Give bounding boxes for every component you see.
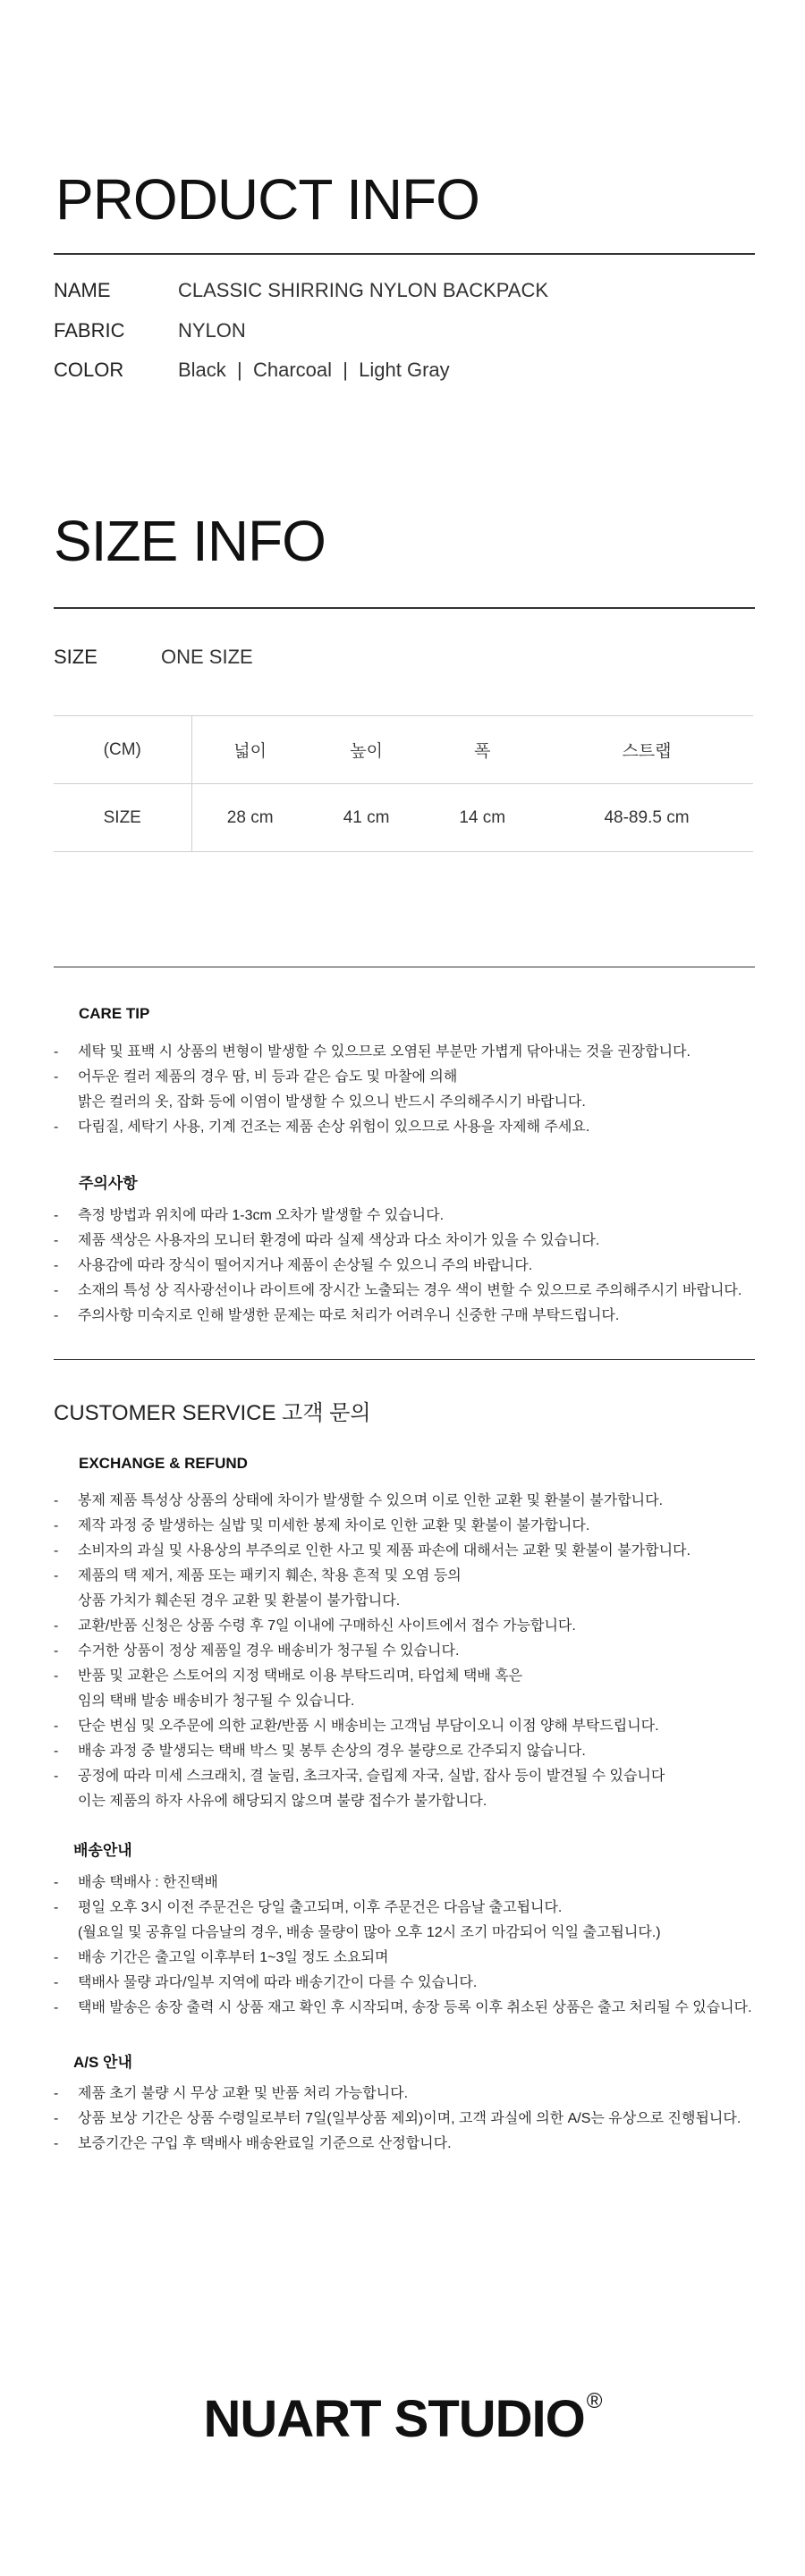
table-cell-height: 41 cm <box>309 784 425 852</box>
size-value: ONE SIZE <box>161 646 253 668</box>
list-item: - 제품 초기 불량 시 무상 교환 및 반품 처리 가능합니다. <box>54 2082 796 2107</box>
list-item: - 반품 및 교환은 스토어의 지정 택배로 이용 부탁드리며, 타업체 택배 혹은 임의 택배 발송 배송비가 청구될 수 있습니다. <box>54 1664 796 1714</box>
table-header-strap: 스트랩 <box>540 716 753 784</box>
table-header-depth: 폭 <box>424 716 540 784</box>
table-cell-strap: 48-89.5 cm <box>540 784 753 852</box>
delivery-title: 배송안내 <box>73 1842 132 1859</box>
list-item: - 측정 방법과 위치에 따라 1-3cm 오차가 발생할 수 있습니다. <box>54 1204 796 1229</box>
color-label: COLOR <box>54 359 124 381</box>
list-item: - 상품 보상 기간은 상품 수령일로부터 7일(일부상품 제외)이며, 고객 과실에 의한 A/S는 유상으로 진행됩니다. <box>54 2107 796 2132</box>
list-item: - 제작 과정 중 발생하는 실밥 및 미세한 봉제 차이로 인한 교환 및 환불이 불가합니다. <box>54 1514 796 1539</box>
list-item: - 소재의 특성 상 직사광선이나 라이트에 장시간 노출되는 경우 색이 변할 수 있으므로 주의해주시기 바랍니다. <box>54 1279 796 1304</box>
exchange-refund-title: EXCHANGE & REFUND <box>79 1455 248 1472</box>
list-item: - 주의사항 미숙지로 인해 발생한 문제는 따로 처리가 어려우니 신중한 구매 부탁드립니다. <box>54 1304 796 1329</box>
list-item: - 제품의 택 제거, 제품 또는 패키지 훼손, 착용 흔적 및 오염 등의 상품 가치가 훼손된 경우 교환 및 환불이 불가합니다. <box>54 1564 796 1614</box>
color-value: Black | Charcoal | Light Gray <box>178 359 450 381</box>
care-tip-title: CARE TIP <box>79 1005 150 1022</box>
list-item: - 단순 변심 및 오주문에 의한 교환/반품 시 배송비는 고객님 부담이오니 이점 양해 부탁드립니다. <box>54 1714 796 1739</box>
table-cell-depth: 14 cm <box>424 784 540 852</box>
service-divider <box>54 1359 755 1360</box>
size-info-divider <box>54 607 755 609</box>
list-item: - 택배사 물량 과다/일부 지역에 따라 배송기간이 다를 수 있습니다. <box>54 1971 796 1996</box>
table-cell-size: SIZE <box>54 784 191 852</box>
table-header-unit: (CM) <box>54 716 191 784</box>
name-label: NAME <box>54 279 111 301</box>
size-table <box>54 715 753 852</box>
fabric-value: NYLON <box>178 319 246 342</box>
product-info-title: PRODUCT INFO <box>55 167 479 232</box>
list-item: - 평일 오후 3시 이전 주문건은 당일 출고되며, 이후 주문건은 다음날 출고됩니다. (월요일 및 공휴일 다음날의 경우, 배송 물량이 많아 오후 12시 조기 마감되어 익일 출고됩니다.) <box>54 1896 796 1946</box>
list-item: - 사용감에 따라 장식이 떨어지거나 제품이 손상될 수 있으니 주의 바랍니다. <box>54 1254 796 1279</box>
list-item: - 제품 색상은 사용자의 모니터 환경에 따라 실제 색상과 다소 차이가 있을 수 있습니다. <box>54 1229 796 1254</box>
list-item: - 공정에 따라 미세 스크래치, 결 눌림, 초크자국, 슬립제 자국, 실밥, 잡사 등이 발견될 수 있습니다 이는 제품의 하자 사유에 해당되지 않으며 불량 접수가 불가합니다. <box>54 1764 796 1814</box>
name-value: CLASSIC SHIRRING NYLON BACKPACK <box>178 279 549 301</box>
list-item: - 소비자의 과실 및 사용상의 부주의로 인한 사고 및 제품 파손에 대해서는 교환 및 환불이 불가합니다. <box>54 1539 796 1564</box>
brand-logo-text: NUART STUDIO <box>203 2390 585 2448</box>
fabric-label: FABRIC <box>54 319 125 342</box>
table-header-width: 넓이 <box>191 716 309 784</box>
customer-service-title: CUSTOMER SERVICE 고객 문의 <box>54 1401 371 1425</box>
registered-mark-icon: ® <box>586 2389 602 2413</box>
list-item: - 어두운 컬러 제품의 경우 땀, 비 등과 같은 습도 및 마찰에 의해 밝은 컬러의 옷, 잡화 등에 이염이 발생할 수 있으니 반드시 주의해주시기 바랍니다. <box>54 1065 769 1115</box>
list-item: - 교환/반품 신청은 상품 수령 후 7일 이내에 구매하신 사이트에서 접수 가능합니다. <box>54 1614 796 1639</box>
size-info-title: SIZE INFO <box>54 509 326 573</box>
list-item: - 세탁 및 표백 시 상품의 변형이 발생할 수 있으므로 오염된 부분만 가볍게 닦아내는 것을 권장합니다. <box>54 1040 769 1065</box>
size-table-row <box>54 784 753 852</box>
table-cell-width: 28 cm <box>191 784 309 852</box>
caution-list <box>54 1204 796 1329</box>
care-tip-list <box>54 1040 769 1140</box>
list-item: - 보증기간은 구입 후 택배사 배송완료일 기준으로 산정합니다. <box>54 2132 796 2157</box>
list-item: - 수거한 상품이 정상 제품일 경우 배송비가 청구될 수 있습니다. <box>54 1639 796 1664</box>
list-item: - 배송 기간은 출고일 이후부터 1~3일 정도 소요되며 <box>54 1946 796 1971</box>
exchange-refund-list <box>54 1489 796 1814</box>
table-header-height: 높이 <box>309 716 425 784</box>
product-info-divider <box>54 253 755 255</box>
list-item: - 택배 발송은 송장 출력 시 상품 재고 확인 후 시작되며, 송장 등록 이후 취소된 상품은 출고 처리될 수 있습니다. <box>54 1996 796 2021</box>
as-list <box>54 2082 796 2157</box>
size-label: SIZE <box>54 646 97 668</box>
as-title: A/S 안내 <box>73 2054 132 2071</box>
delivery-list <box>54 1871 796 2021</box>
list-item: - 봉제 제품 특성상 상품의 상태에 차이가 발생할 수 있으며 이로 인한 교환 및 환불이 불가합니다. <box>54 1489 796 1514</box>
list-item: - 배송 택배사 : 한진택배 <box>54 1871 796 1896</box>
list-item: - 다림질, 세탁기 사용, 기계 건조는 제품 손상 위험이 있으므로 사용을 자제해 주세요. <box>54 1115 769 1140</box>
brand-logo <box>0 2389 805 2449</box>
size-table-header-row <box>54 716 753 784</box>
caution-title: 주의사항 <box>79 1175 138 1192</box>
list-item: - 배송 과정 중 발생되는 택배 박스 및 봉투 손상의 경우 불량으로 간주되지 않습니다. <box>54 1739 796 1764</box>
